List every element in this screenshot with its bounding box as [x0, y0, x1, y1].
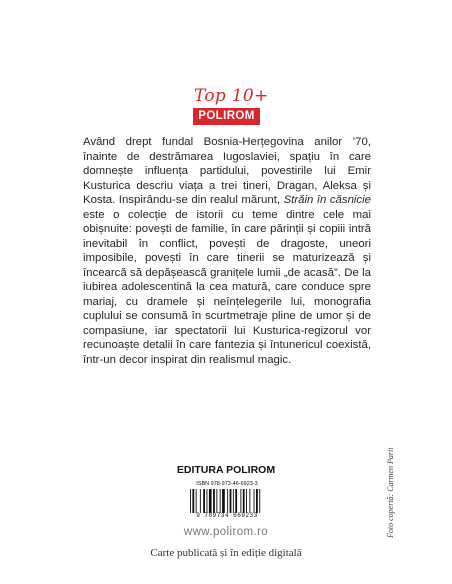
digital-edition-note: Carte publicată și în ediție digitală [150, 547, 302, 559]
blurb-part-2: este o colecție de istorii cu teme dintre cele mai obișnuite: povești de familie, în care părinții și copiii intră inevitabil în conflict, povești de dragoste, uneori imposibile, povești în care tinerii se maturizează și încearcă să depășească granițele lumii „de acasă”. De la iubirea adolescentină la cea matură, care conduce spre mariaj, cu dramele și neînțelegerile lui, monografia cuplului se consumă în scurtmetraje pline de umor și de compasiune, iar spectatorii lui Kusturica-regizorul vor recunoaște detalii în care fantezia și întunericul coexistă, într-un decor inspirat din realismul magic. [83, 208, 371, 366]
isbn-number: ISBN 978-973-46-6923-3 [196, 481, 258, 487]
publisher-website: www.polirom.ro [183, 526, 269, 538]
series-logo: Top 10+ [194, 86, 269, 106]
book-blurb [83, 135, 371, 367]
photo-credit: Foto copertă: Carmen Parii [386, 447, 395, 538]
publisher-badge: POLIROM [193, 108, 260, 125]
publisher-name: EDITURA POLIROM [176, 464, 276, 476]
blurb-part-1: Având drept fundal Bosnia-Herțegovina anilor ’70, înainte de destrămarea Iugoslaviei, spațiu în care domnește influența partidului, povestirile lui Emir Kusturica descriu viața a trei tineri, Dragan, Aleksa și Kosta. Inspirându-se din realul mărunt, [83, 136, 371, 206]
barcode-digits: 9 789734 669233 [196, 512, 258, 519]
isbn-barcode [184, 481, 270, 521]
book-title-italic: Străin în căsnicie [283, 194, 371, 206]
barcode-graphic [190, 489, 266, 513]
